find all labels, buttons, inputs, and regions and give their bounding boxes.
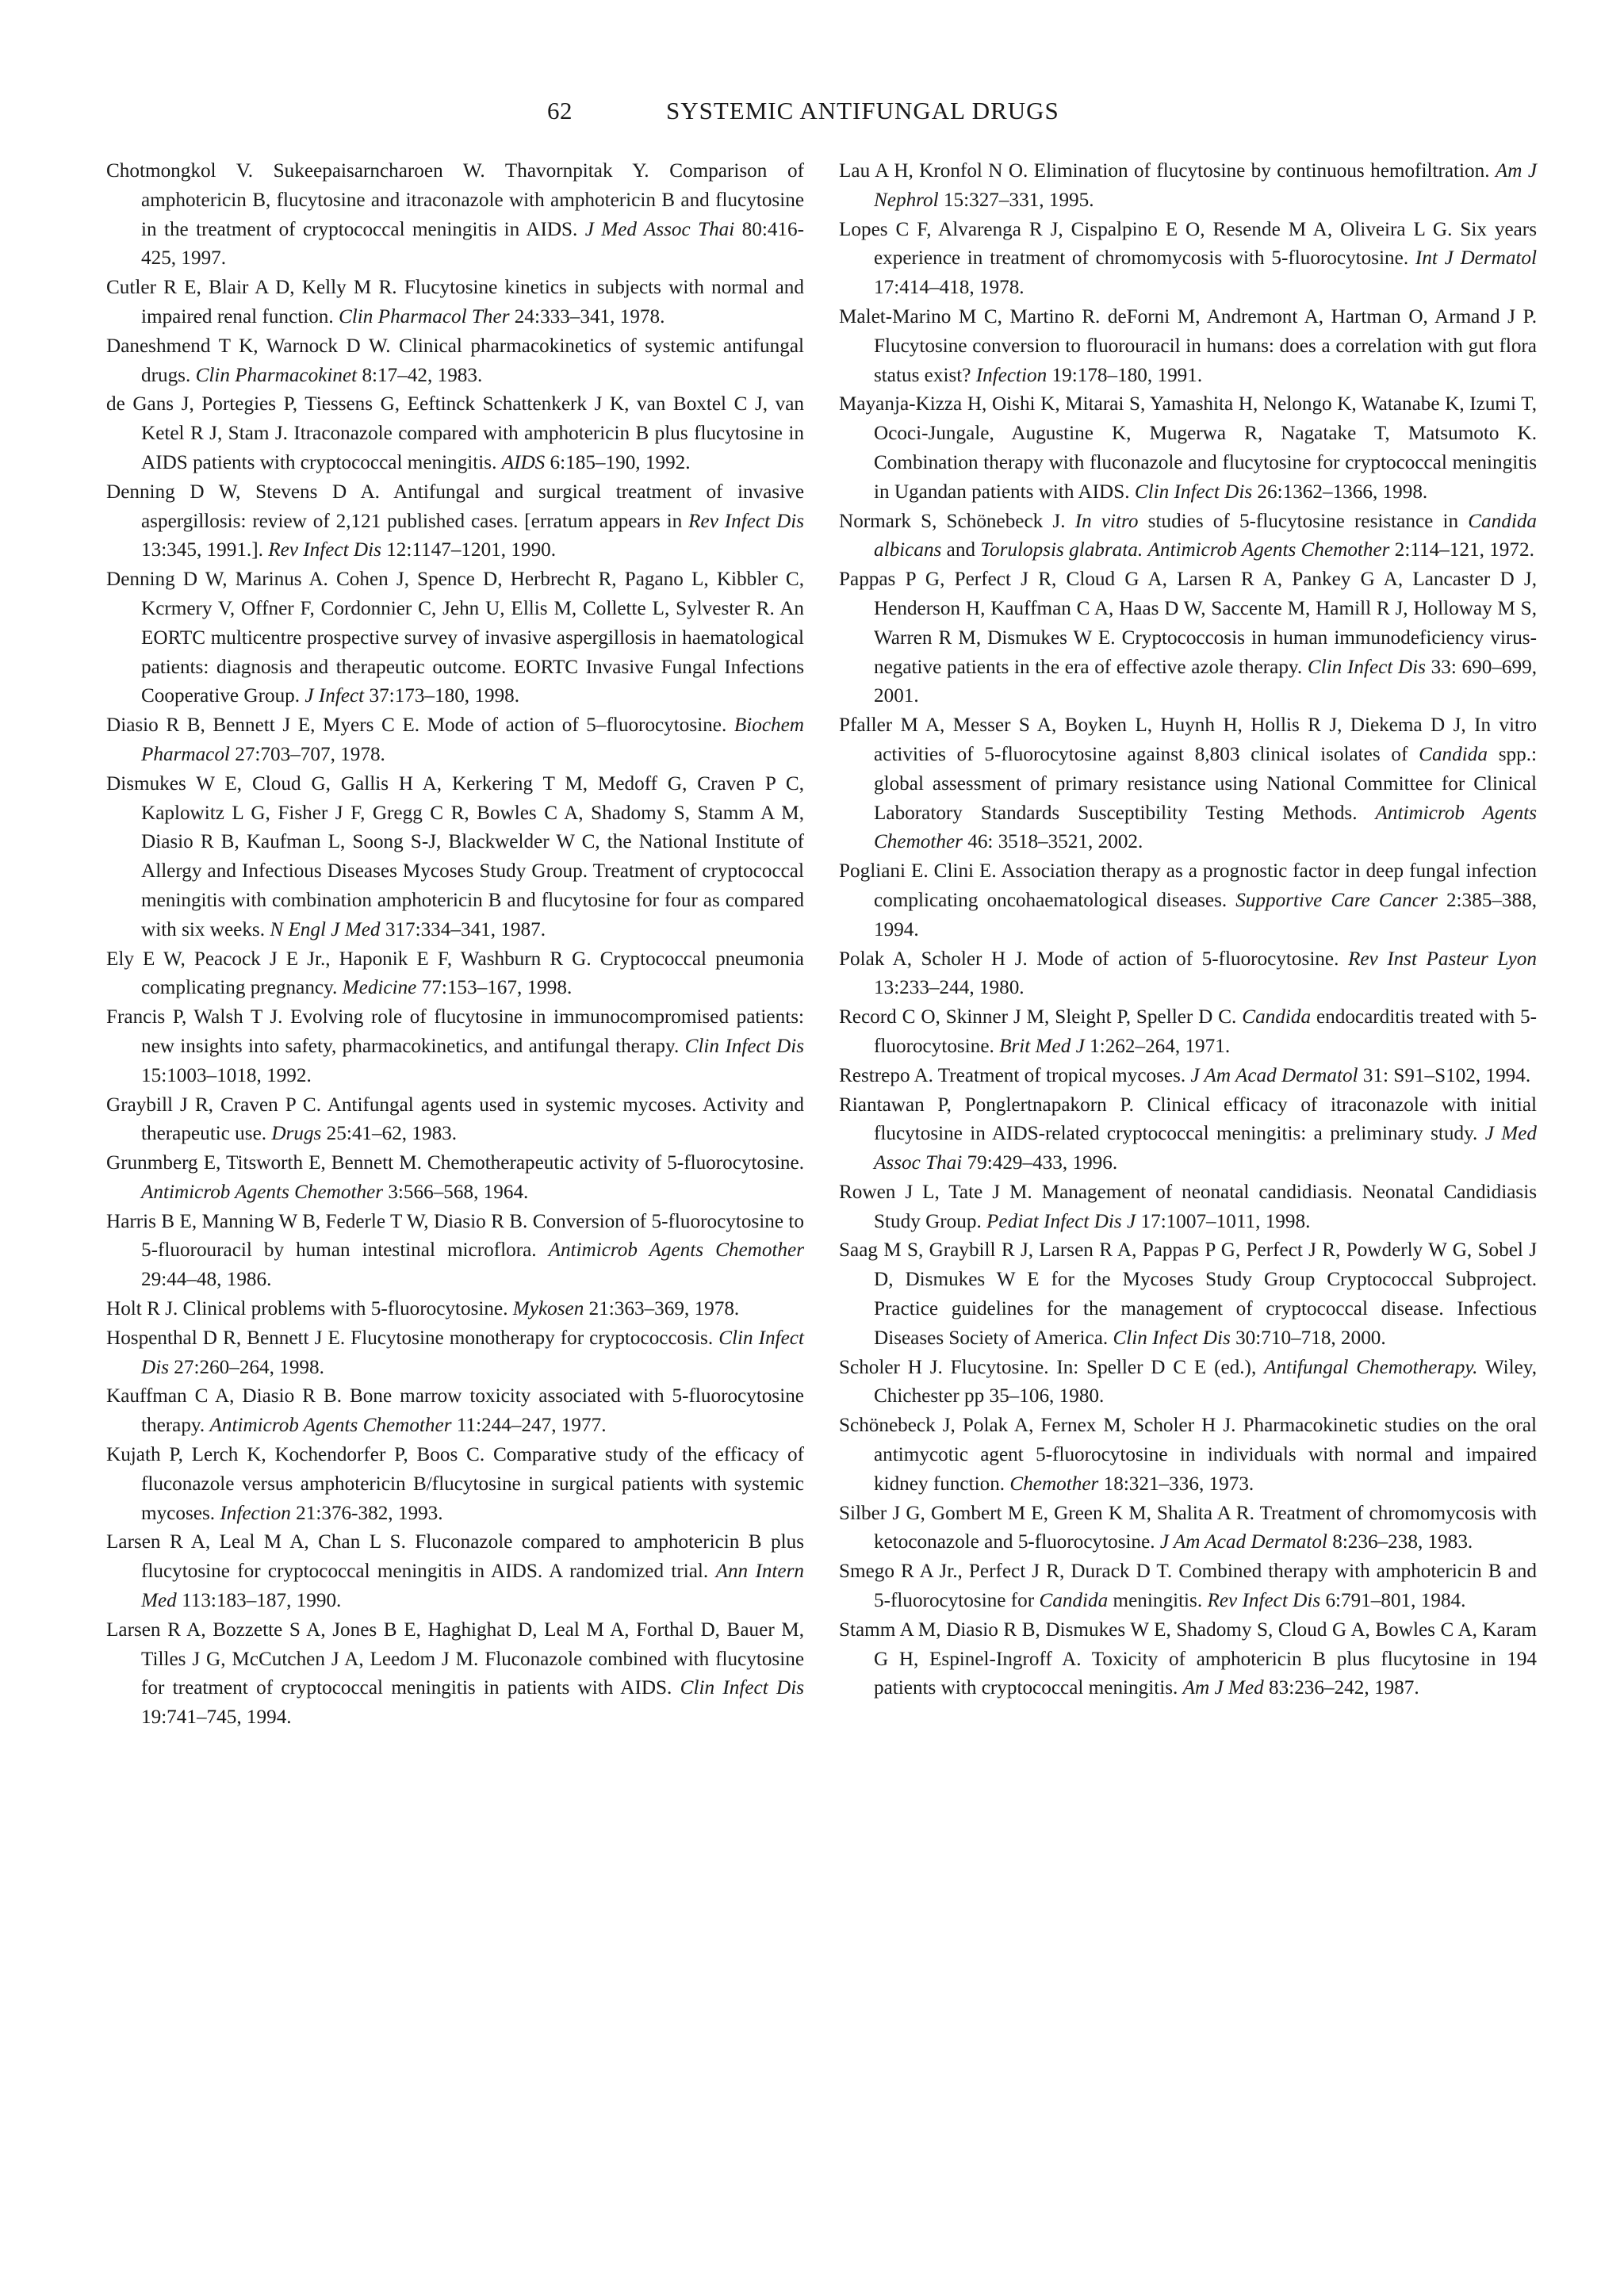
ref-citation: 3:566–568, 1964. [388, 1181, 529, 1203]
ref-journal: Ann Intern Med [141, 1561, 805, 1612]
ref-text: Record C O, Skinner J M, Sleight P, Speller D C. [839, 1006, 1237, 1028]
reference-entry [106, 1528, 804, 1615]
ref-citation: 12:1147–1201, 1990. [386, 539, 557, 561]
ref-journal: Am J Med [1182, 1677, 1264, 1699]
ref-citation: 29:44–48, 1986. [141, 1269, 272, 1291]
ref-text: Harris B E, Manning W B, Federle T W, Diasio R B. Conversion of 5-fluorocytosine to 5-fluorouracil by human intestinal microflora. [106, 1210, 804, 1262]
reference-entry [106, 1091, 804, 1150]
ref-citation: 11:244–247, 1977. [456, 1415, 607, 1437]
ref-journal: Clin Pharmacokinet [195, 364, 358, 386]
ref-text: Lopes C F, Alvarenga R J, Cispalpino E O, Resende M A, Oliveira L G. Six years experience in treatment of chromomycosis with 5-fluorocytosine. [839, 218, 1537, 270]
ref-citation: 27:260–264, 1998. [174, 1356, 324, 1378]
ref-text: Stamm A M, Diasio R B, Dismukes W E, Shadomy S, Cloud G A, Bowles C A, Karam G H, Espinel-Ingroff A. Toxicity of amphotericin B plus flucytosine in 194 patients with cryptococcal meningitis. [839, 1618, 1537, 1699]
reference-entry [839, 216, 1537, 303]
ref-journal: Infection [220, 1502, 291, 1524]
ref-journal: J Infect [304, 685, 365, 707]
ref-text: and [946, 539, 976, 561]
reference-entry [839, 711, 1537, 857]
reference-entry [106, 1208, 804, 1295]
reference-entry [839, 1500, 1537, 1558]
ref-text: Ely E W, Peacock J E Jr., Haponik E F, Washburn R G. Cryptococcal pneumonia complicating pregnancy. [106, 948, 804, 999]
ref-italic-term: Candida [1039, 1590, 1109, 1612]
ref-text: Lau A H, Kronfol N O. Elimination of flucytosine by continuous hemofiltration. [839, 160, 1490, 182]
ref-journal: Rev Inst Pasteur Lyon [1347, 948, 1537, 970]
ref-text: Dismukes W E, Cloud G, Gallis H A, Kerkering T M, Medoff G, Craven P C, Kaplowitz L G, Fisher J F, Gregg C R, Bowles C A, Shadomy S, Stamm A M, Diasio R B, Kaufman L, Soong S-J, Blackwelder W C, the National Institute of Allergy and Infectious Diseases Mycoses Study Group. Treatment of cryptococcal meningitis with combination amphotericin B and flucytosine for four as compared with six weeks. [106, 772, 804, 940]
ref-journal: Clin Infect Dis [1134, 481, 1253, 503]
reference-entry [839, 1411, 1537, 1499]
reference-entry [106, 770, 804, 945]
ref-journal: N Engl J Med [270, 918, 381, 940]
ref-text: Polak A, Scholer H J. Mode of action of 5-fluorocytosine. [839, 948, 1339, 970]
ref-citation: 2:385–388, 1994. [874, 889, 1537, 940]
ref-journal: Medicine [342, 977, 417, 999]
running-title: SYSTEMIC ANTIFUNGAL DRUGS [666, 97, 1059, 124]
reference-entry [839, 1616, 1537, 1703]
running-header [0, 97, 1624, 135]
ref-text: Pfaller M A, Messer S A, Boyken L, Huynh H, Hollis R J, Diekema D J, In vitro activities of 5-fluorocytosine against 8,803 clinical isolates of [839, 714, 1537, 765]
reference-entry [839, 1091, 1537, 1178]
ref-text: Chotmongkol V. Sukeepaisarncharoen W. Thavornpitak Y. Comparison of amphotericin B, flucytosine and itraconazole with amphotericin B and flucytosine in the treatment of cryptococcal meningitis in AIDS. [106, 160, 804, 240]
ref-citation: 37:173–180, 1998. [369, 685, 520, 707]
ref-citation: 27:703–707, 1978. [235, 743, 385, 765]
ref-journal: Supportive Care Cancer [1235, 889, 1438, 911]
ref-journal: Infection [975, 364, 1048, 386]
ref-text: Riantawan P, Ponglertnapakorn P. Clinical efficacy of itraconazole with initial flucytosine in AIDS-related cryptococcal meningitis: a preliminary study. [839, 1094, 1537, 1145]
reference-entry [839, 508, 1537, 566]
ref-citation: 79:429–433, 1996. [967, 1152, 1118, 1174]
ref-text: Kujath P, Lerch K, Kochendorfer P, Boos C. Comparative study of the efficacy of fluconazole versus amphotericin B/flucytosine in surgical patients with systemic mycoses. [106, 1444, 804, 1524]
ref-text: Mayanja-Kizza H, Oishi K, Mitarai S, Yamashita H, Nelongo K, Watanabe K, Izumi T, Ococi-Jungale, Augustine K, Mugerwa R, Nagatake T, Matsumoto K. Combination therapy with fluconazole and flucytosine for cryptococcal meningitis in Ugandan patients with AIDS. [839, 393, 1537, 503]
ref-journal: J Am Acad Dermatol [1190, 1064, 1358, 1086]
references-right-column [839, 157, 1537, 1703]
reference-entry [839, 1003, 1537, 1062]
ref-citation: 17:414–418, 1978. [874, 277, 1025, 299]
ref-citation: 13:233–244, 1980. [874, 977, 1025, 999]
ref-text: Smego R A Jr., Perfect J R, Durack D T. Combined therapy with amphotericin B and 5-fluorocytosine for [839, 1561, 1537, 1612]
ref-text: Schönebeck J, Polak A, Fernex M, Scholer H J. Pharmacokinetic studies on the oral antimycotic agent 5-fluorocytosine in individuals with normal and impaired kidney function. [839, 1415, 1537, 1495]
ref-journal: Biochem Pharmacol [141, 714, 804, 765]
ref-journal: Clin Pharmacol Ther [339, 305, 510, 327]
ref-text: Graybill J R, Craven P C. Antifungal agents used in systemic mycoses. Activity and therapeutic use. [106, 1094, 804, 1145]
ref-text: Denning D W, Stevens D A. Antifungal and surgical treatment of invasive aspergillosis: review of 2,121 published cases. [erratum appears in [106, 481, 804, 532]
ref-citation: 13:345, 1991.]. [141, 539, 263, 561]
reference-entry [106, 478, 804, 565]
ref-citation: 24:333–341, 1978. [514, 305, 665, 327]
ref-journal: Mykosen [512, 1298, 584, 1320]
ref-citation: 1:262–264, 1971. [1090, 1035, 1231, 1057]
ref-journal: Clin Infect Dis [680, 1677, 804, 1699]
ref-italic-term: Candida albicans [874, 510, 1538, 561]
reference-entry [839, 1354, 1537, 1412]
ref-text: Larsen R A, Bozzette S A, Jones B E, Haghighat D, Leal M A, Forthal D, Bauer M, Tilles J G, McCutchen J A, Leedom J M. Fluconazole combined with flucytosine for treatment of cryptococcal meningitis in patients with AIDS. [106, 1618, 804, 1699]
ref-citation: 83:236–242, 1987. [1269, 1677, 1419, 1699]
ref-text: Denning D W, Marinus A. Cohen J, Spence D, Herbrecht R, Pagano L, Kibbler C, Kcrmery V, Offner F, Cordonnier C, Jehn U, Ellis M, Collette L, Sylvester R. An EORTC multicentre prospective survey of invasive aspergillosis in haematological patients: diagnosis and therapeutic outcome. EORTC Invasive Fungal Infections Cooperative Group. [106, 569, 804, 707]
reference-entry [106, 1149, 804, 1208]
ref-text: Pogliani E. Clini E. Association therapy as a prognostic factor in deep fungal infection complicating oncohaematological diseases. [839, 860, 1537, 911]
ref-citation: 8:236–238, 1983. [1332, 1531, 1473, 1553]
ref-journal: Antimicrob Agents Chemother [1147, 539, 1390, 561]
ref-text: Silber J G, Gombert M E, Green K M, Shalita A R. Treatment of chromomycosis with ketoconazole and 5-fluorocytosine. [839, 1502, 1537, 1553]
reference-entry [839, 157, 1537, 216]
ref-citation: 8:17–42, 1983. [362, 364, 483, 386]
ref-journal: Antimicrob Agents Chemother [141, 1181, 384, 1203]
ref-text: Grunmberg E, Titsworth E, Bennett M. Chemotherapeutic activity of 5-fluorocytosine. [106, 1152, 804, 1174]
ref-text: Rowen J L, Tate J M. Management of neonatal candidiasis. Neonatal Candidiasis Study Group. [839, 1181, 1537, 1232]
ref-citation: 26:1362–1366, 1998. [1257, 481, 1428, 503]
reference-entry [106, 274, 804, 332]
ref-citation: 6:185–190, 1992. [550, 451, 691, 473]
ref-citation: 2:114–121, 1972. [1394, 539, 1534, 561]
reference-entry [106, 565, 804, 711]
ref-text: studies of 5-flucytosine resistance in [1147, 510, 1459, 532]
ref-citation: 19:178–180, 1991. [1051, 364, 1203, 386]
ref-citation: 21:376-382, 1993. [296, 1502, 443, 1524]
reference-entry [839, 390, 1537, 507]
ref-citation: 15:327–331, 1995. [943, 189, 1094, 211]
ref-journal: Brit Med J [999, 1035, 1085, 1057]
ref-text: Diasio R B, Bennett J E, Myers C E. Mode of action of 5–fluorocytosine. [106, 714, 727, 737]
page-number: 62 [547, 97, 573, 124]
ref-journal: Antifungal Chemotherapy. [1264, 1356, 1478, 1378]
ref-journal: Am J Nephrol [874, 160, 1537, 211]
ref-citation: 17:1007–1011, 1998. [1140, 1210, 1311, 1232]
reference-entry [106, 1003, 804, 1090]
ref-italic-term: Candida [1242, 1006, 1312, 1028]
reference-entry [106, 711, 804, 770]
reference-entry [839, 1178, 1537, 1237]
ref-citation: 15:1003–1018, 1992. [141, 1064, 312, 1086]
ref-citation: 25:41–62, 1983. [326, 1123, 458, 1145]
ref-citation: 33: 690–699, 2001. [874, 656, 1537, 707]
ref-journal: J Med Assoc Thai [874, 1123, 1538, 1174]
ref-italic-term: Candida [1419, 743, 1488, 765]
reference-entry [106, 157, 804, 274]
ref-text: meningitis. [1113, 1590, 1203, 1612]
reference-entry [839, 1557, 1537, 1616]
reference-entry [839, 857, 1537, 944]
ref-authors: Normark S, Schönebeck J. [839, 510, 1066, 532]
reference-entry [106, 390, 804, 477]
ref-journal: Pediat Infect Dis J [986, 1210, 1136, 1232]
ref-citation: 6:791–801, 1984. [1325, 1590, 1466, 1612]
ref-text: Scholer H J. Flucytosine. In: Speller D C E (ed.), [839, 1356, 1257, 1378]
ref-journal: Chemother [1009, 1473, 1099, 1495]
ref-italic-term: In vitro [1074, 510, 1139, 532]
ref-citation: 80:416-425, 1997. [141, 218, 805, 270]
reference-entry [106, 1295, 804, 1324]
ref-text: spp.: global assessment of primary resistance using National Committee for Clinical Laboratory Standards Susceptibility Testing Methods. [874, 743, 1537, 824]
reference-entry [106, 332, 804, 391]
ref-journal: Clin Infect Dis [141, 1327, 804, 1378]
ref-citation: 113:183–187, 1990. [182, 1590, 342, 1612]
reference-entry [839, 565, 1537, 711]
ref-journal: Antimicrob Agents Chemother [548, 1239, 805, 1262]
ref-citation: 30:710–718, 2000. [1235, 1327, 1386, 1349]
ref-citation: 19:741–745, 1994. [141, 1706, 292, 1729]
reference-entry [839, 945, 1537, 1004]
ref-journal: Rev Infect Dis [268, 539, 381, 561]
reference-entry [839, 1062, 1537, 1091]
ref-journal: Clin Infect Dis [1307, 656, 1426, 678]
ref-journal: Antimicrob Agents Chemother [874, 802, 1537, 853]
ref-citation: 21:363–369, 1978. [588, 1298, 740, 1320]
ref-citation: 77:153–167, 1998. [421, 977, 573, 999]
ref-text: Hospenthal D R, Bennett J E. Flucytosine monotherapy for cryptococcosis. [106, 1327, 714, 1349]
references-left-column [106, 157, 804, 1733]
ref-text: Francis P, Walsh T J. Evolving role of flucytosine in immunocompromised patients: new insights into safety, pharmacokinetics, and antifungal therapy. [106, 1006, 804, 1057]
ref-journal: J Med Assoc Thai [584, 218, 735, 240]
ref-italic-term: Torulopsis glabrata. [980, 539, 1143, 561]
ref-journal: Rev Infect Dis [688, 510, 805, 532]
ref-text: endocarditis treated with 5-fluorocytosine. [874, 1006, 1538, 1057]
ref-citation: 46: 3518–3521, 2002. [967, 831, 1143, 853]
ref-journal: Antimicrob Agents Chemother [209, 1415, 452, 1437]
ref-citation: 18:321–336, 1973. [1103, 1473, 1254, 1495]
ref-text: Daneshmend T K, Warnock D W. Clinical pharmacokinetics of systemic antifungal drugs. [106, 335, 804, 386]
ref-text: Kauffman C A, Diasio R B. Bone marrow toxicity associated with 5-fluorocytosine therapy. [106, 1385, 804, 1437]
reference-entry [106, 1382, 804, 1441]
reference-entry [106, 1616, 804, 1733]
ref-journal: Drugs [271, 1123, 322, 1145]
ref-journal: Int J Dermatol [1415, 247, 1538, 270]
reference-entry [106, 1441, 804, 1528]
ref-journal: AIDS [501, 451, 546, 473]
ref-journal: Clin Infect Dis [1113, 1327, 1231, 1349]
reference-entry [106, 945, 804, 1004]
reference-entry [106, 1324, 804, 1383]
ref-text: Holt R J. Clinical problems with 5-fluorocytosine. [106, 1298, 508, 1320]
ref-journal: Clin Infect Dis [684, 1035, 805, 1057]
ref-citation: 317:334–341, 1987. [385, 918, 546, 940]
ref-text: Cutler R E, Blair A D, Kelly M R. Flucytosine kinetics in subjects with normal and impaired renal function. [106, 277, 804, 327]
ref-text: Saag M S, Graybill R J, Larsen R A, Pappas P G, Perfect J R, Powderly W G, Sobel J D, Dismukes W E for the Mycoses Study Group Cryptococcal Subproject. Practice guidelines for the management of cryptococcal disease. Infectious Diseases Society of America. [839, 1239, 1537, 1349]
ref-citation: 31: S91–S102, 1994. [1362, 1064, 1531, 1086]
ref-text: Pappas P G, Perfect J R, Cloud G A, Larsen R A, Pankey G A, Lancaster D J, Henderson H, Kauffman C A, Haas D W, Saccente M, Hamill R J, Holloway M S, Warren R M, Dismukes W E. Cryptococcosis in human immunodeficiency virus-negative patients in the era of effective azole therapy. [839, 569, 1537, 678]
reference-entry [839, 303, 1537, 390]
ref-citation: Wiley, Chichester pp 35–106, 1980. [874, 1356, 1538, 1408]
ref-text: de Gans J, Portegies P, Tiessens G, Eeftinck Schattenkerk J K, van Boxtel C J, van Ketel R J, Stam J. Itraconazole compared with amphotericin B plus flucytosine in AIDS patients with cryptococcal meningitis. [106, 393, 804, 473]
ref-journal: J Am Acad Dermatol [1159, 1531, 1327, 1553]
ref-text: Malet-Marino M C, Martino R. deForni M, Andremont A, Hartman O, Armand J P. Flucytosine conversion to fluorouracil in humans: does a correlation with gut flora status exist? [839, 305, 1537, 386]
ref-text: Restrepo A. Treatment of tropical mycoses. [839, 1064, 1186, 1086]
ref-text: Larsen R A, Leal M A, Chan L S. Fluconazole compared to amphotericin B plus flucytosine for cryptococcal meningitis in AIDS. A randomized trial. [106, 1531, 804, 1583]
ref-journal: Rev Infect Dis [1207, 1590, 1321, 1612]
reference-entry [839, 1236, 1537, 1353]
